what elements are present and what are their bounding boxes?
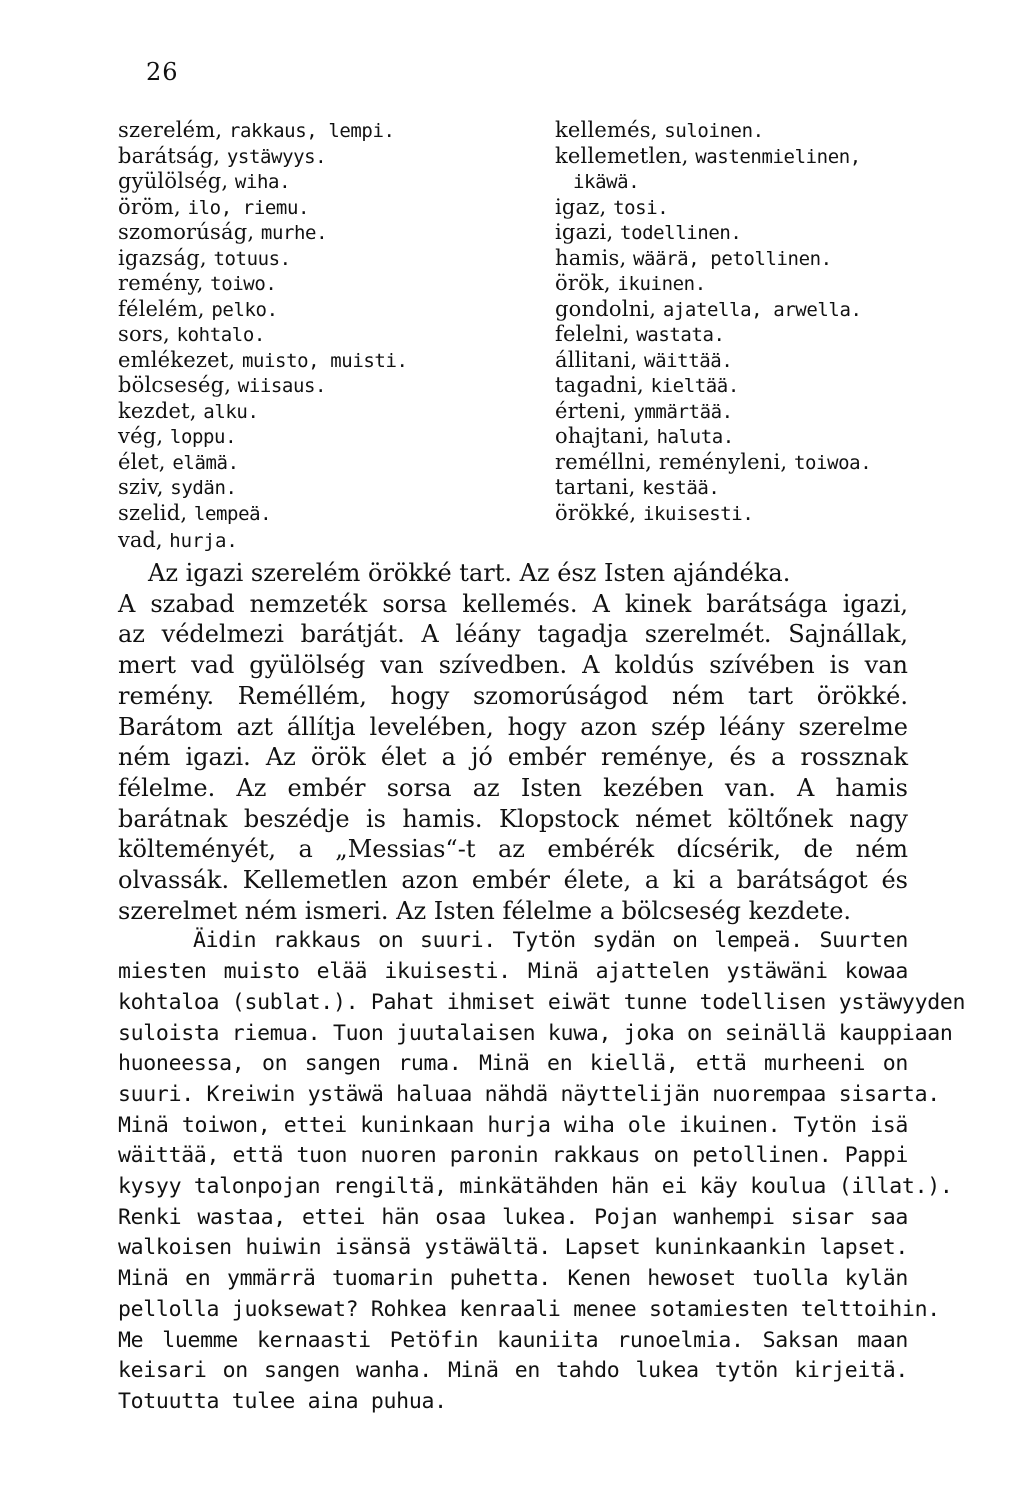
vocab-hungarian: szomorúság, <box>118 220 255 244</box>
text-line: suloista riemua. Tuon juutalaisen kuwa, joka on seinällä kauppiaan <box>118 1020 953 1046</box>
vocab-finnish: wastata. <box>636 324 725 346</box>
vocabulary-last-row <box>118 528 238 553</box>
vocab-finnish: elämä. <box>172 451 239 474</box>
vocab-row <box>555 195 935 221</box>
vocab-hungarian: gyülölség, <box>118 169 229 193</box>
vocab-finnish: ymmärtää. <box>633 400 733 423</box>
vocab-finnish: pelko. <box>211 298 278 321</box>
vocab-row <box>555 169 935 195</box>
vocab-row <box>118 297 538 323</box>
vocab-hungarian: állitani, <box>555 347 638 372</box>
text-line: ném igazi. Az örök élet a jó embér reménye, és a rossznak <box>118 743 908 772</box>
vocab-row <box>555 501 935 527</box>
text-line: költeményét, a „Messias“-t az embérék dícsérik, de ném <box>118 835 908 864</box>
vocab-hungarian: ohajtani, <box>555 424 650 448</box>
vocab-row <box>118 399 538 425</box>
vocab-hungarian: vad, <box>118 528 163 552</box>
vocab-finnish: toiwo. <box>210 273 277 295</box>
vocab-finnish: murhe. <box>260 222 328 244</box>
vocab-row <box>555 424 935 450</box>
vocab-hungarian: érteni, <box>555 398 627 423</box>
vocab-hungarian: örök, <box>555 271 611 295</box>
vocab-finnish: wiisaus. <box>237 375 327 397</box>
vocab-row <box>555 220 935 246</box>
vocab-finnish: alku. <box>203 400 259 423</box>
vocab-row <box>118 501 538 527</box>
vocab-hungarian: kellemés, <box>555 118 658 142</box>
vocab-row <box>118 246 538 272</box>
vocab-hungarian: vég, <box>118 424 164 448</box>
vocab-hungarian: igazság, <box>118 245 207 270</box>
text-line: kysyy talonpojan rengiltä, minkätähden hän ei käy koulua (illat.). <box>118 1174 953 1200</box>
vocab-row <box>555 144 935 170</box>
text-line: keisari on sangen wanha. Minä en tahdo lukea tytön kirjeitä. <box>118 1358 908 1384</box>
vocab-row <box>118 169 538 195</box>
vocab-finnish: wiha. <box>234 171 291 193</box>
vocab-finnish: lempeä. <box>193 502 272 525</box>
vocab-row <box>555 322 935 348</box>
text-line: olvassák. Kellemetlen azon embér élete, a ki a barátságot és <box>118 866 908 895</box>
vocab-row <box>555 297 935 323</box>
text-line: Totuutta tulee aina puhua. <box>118 1388 447 1414</box>
text-line: Az igazi szerelém örökké tart. Az ész Isten ajándéka. <box>148 559 791 587</box>
text-line: wäittää, että tuon nuoren paronin rakkaus on petollinen. Pappi <box>118 1143 908 1169</box>
vocab-finnish: wastenmielinen, <box>695 145 861 168</box>
page-number: 26 <box>146 58 179 86</box>
vocab-hungarian: felelni, <box>555 322 630 346</box>
vocab-hungarian: bölcseség, <box>118 373 232 397</box>
text-line: A szabad nemzeték sorsa kellemés. A kinek barátsága igazi, <box>118 589 908 618</box>
vocab-hungarian: hamis, <box>555 245 627 270</box>
vocab-row <box>118 195 538 221</box>
vocab-hungarian: sziv, <box>118 475 164 499</box>
vocab-finnish: wäittää. <box>644 349 733 372</box>
vocab-finnish: ikuinen. <box>617 273 706 295</box>
text-line: félelme. Az embér sorsa az Isten kezében van. A hamis <box>118 773 908 802</box>
text-line: Minä toiwon, ettei kuninkaan hurja wiha ole ikuinen. Tytön isä <box>118 1112 908 1138</box>
text-line: Barátom azt állítja levelében, hogy azon szép léány szerelme <box>118 712 908 741</box>
vocab-finnish: ystäwyys. <box>226 145 327 168</box>
vocab-row <box>118 424 538 450</box>
vocab-finnish: todellinen. <box>620 222 742 244</box>
vocab-hungarian: barátság, <box>118 143 221 168</box>
vocab-row <box>555 450 935 476</box>
vocab-finnish: ikäwä. <box>573 171 640 193</box>
vocab-row <box>555 373 935 399</box>
text-line: remény. Reméllém, hogy szomorúságod ném tart örökké. <box>118 681 908 710</box>
vocab-finnish: loppu. <box>169 426 237 448</box>
vocab-finnish: muisto, muisti. <box>241 349 408 372</box>
vocab-row <box>118 220 538 246</box>
vocab-finnish: kohtalo. <box>176 324 265 346</box>
vocab-row <box>118 118 538 144</box>
vocab-finnish: ikuisesti. <box>642 502 754 525</box>
vocab-finnish: ajatella, arwella. <box>662 298 862 321</box>
text-line: barátnak beszédje is hamis. Klopstock német költőnek nagy <box>118 804 908 833</box>
vocab-finnish: kestää. <box>642 477 720 499</box>
vocab-row <box>555 118 935 144</box>
text-line: miesten muisto elää ikuisesti. Minä ajattelen ystäwäni kowaa <box>118 959 908 985</box>
text-line: az védelmezi barátját. A léány tagadja szerelmét. Sajnállak, <box>118 620 908 649</box>
vocab-finnish: totuus. <box>213 247 291 270</box>
vocab-finnish: ilo, riemu. <box>187 196 310 219</box>
vocab-hungarian: öröm, <box>118 194 181 219</box>
vocab-hungarian: kezdet, <box>118 398 197 423</box>
vocab-finnish: rakkaus, lempi. <box>228 120 395 142</box>
vocab-row <box>555 271 935 297</box>
vocab-hungarian: sors, <box>118 322 170 346</box>
text-line: pellolla juoksewat? Rohkea kenraali menee sotamiesten telttoihin. <box>118 1296 940 1322</box>
vocab-row <box>555 348 935 374</box>
vocab-row <box>118 475 538 501</box>
vocab-hungarian: örökké, <box>555 500 637 525</box>
text-line: Äidin rakkaus on suuri. Tytön sydän on lempeä. Suurten <box>193 928 908 954</box>
vocab-finnish: suloinen. <box>664 120 764 142</box>
vocab-hungarian: remény, <box>118 271 204 295</box>
vocab-hungarian: igazi, <box>555 220 614 244</box>
text-line: huoneessa, on sangen ruma. Minä en kiellä, että murheeni on <box>118 1051 908 1077</box>
vocab-finnish: kieltää. <box>650 375 739 397</box>
text-line: Me luemme kernaasti Petöfin kauniita runoelmia. Saksan maan <box>118 1327 908 1353</box>
vocabulary-left-column <box>118 118 538 526</box>
vocab-hungarian: emlékezet, <box>118 347 236 372</box>
text-line: mert vad gyülölség van szívedben. A koldús szívében is van <box>118 651 908 680</box>
vocab-finnish: tosi. <box>613 196 669 219</box>
text-line: szerelmet ném ismeri. Az Isten félelme a bölcseség kezdete. <box>118 896 852 925</box>
vocab-finnish: hurja. <box>169 530 238 552</box>
vocab-hungarian: szerelém, <box>118 118 223 142</box>
vocab-finnish: wäärä, petollinen. <box>633 247 832 270</box>
vocab-hungarian: reméllni, reményleni, <box>555 449 788 474</box>
vocabulary-right-column <box>555 118 935 526</box>
vocab-finnish: toiwoa. <box>793 451 872 474</box>
vocab-hungarian: gondolni, <box>555 296 657 321</box>
vocab-finnish: sydän. <box>170 477 237 499</box>
vocab-row <box>118 348 538 374</box>
vocab-finnish: haluta. <box>656 426 734 448</box>
vocab-hungarian: igaz, <box>555 194 607 219</box>
text-line: walkoisen huiwin isänsä ystäwältä. Lapset kuninkaankin lapset. <box>118 1235 908 1261</box>
vocab-hungarian: félelém, <box>118 296 205 321</box>
vocab-hungarian: tartani, <box>555 475 636 499</box>
vocab-row <box>555 475 935 501</box>
vocab-row <box>118 322 538 348</box>
vocab-hungarian: élet, <box>118 449 166 474</box>
vocab-row <box>118 271 538 297</box>
text-line: Renki wastaa, ettei hän osaa lukea. Pojan wanhempi sisar saa <box>118 1204 908 1230</box>
vocab-row <box>118 450 538 476</box>
text-line: kohtaloa (sublat.). Pahat ihmiset eiwät tunne todellisen ystäwyyden <box>118 989 966 1015</box>
vocab-hungarian: tagadni, <box>555 373 644 397</box>
text-line: Minä en ymmärrä tuomarin puhetta. Kenen hewoset tuolla kylän <box>118 1266 908 1292</box>
vocab-row <box>118 144 538 170</box>
exercise-text <box>118 558 966 1418</box>
vocab-row <box>118 373 538 399</box>
vocab-hungarian: kellemetlen, <box>555 143 689 168</box>
text-line: suuri. Kreiwin ystäwä haluaa nähdä näyttelijän nuorempaa sisarta. <box>118 1081 940 1107</box>
vocab-hungarian: szelid, <box>118 500 188 525</box>
vocab-row <box>555 246 935 272</box>
vocab-row <box>555 399 935 425</box>
